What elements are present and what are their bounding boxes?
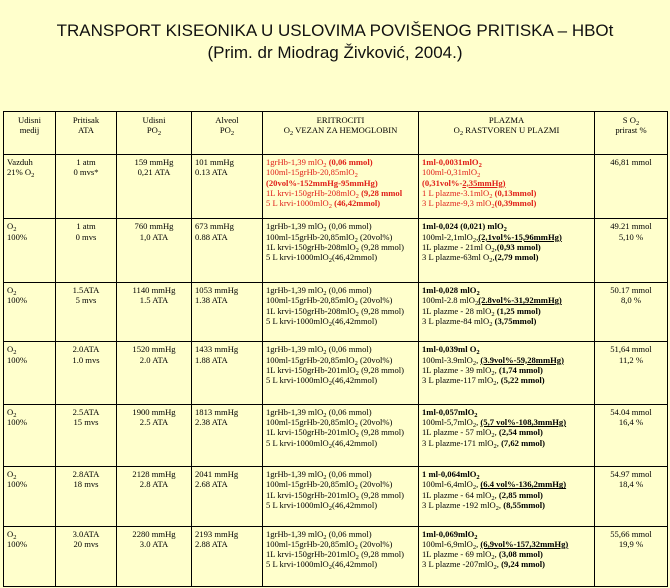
eritrociti-line: 5 L krvi-1000mlO$_2$(46,42mmol) — [266, 437, 378, 450]
eritrociti-line: 1L krvi-150grHb-201mlO$_2$ (9,28 mmol) — [266, 549, 405, 562]
eritrociti-line: 1grHb-1,39 mlO$_2$ (0,06 mmol) — [266, 528, 372, 541]
plazma-line: 1ml-0,069mlO$_2$ — [422, 528, 478, 541]
eritrociti-line: 1L krvi-150grHb-208mlO$_2$ (9,28 mmol) — [266, 305, 405, 318]
cell-pritisak: 2.0ATA 1.0 mvs — [56, 342, 117, 404]
plazma-line: 3 L plazme-9,3 mlO$_2$(0,39mmol) — [422, 198, 537, 211]
cell-plazma — [419, 526, 595, 586]
cell-udisni: 1900 mmHg 2.5 ATA — [117, 404, 192, 466]
plazma-line: 100ml-5,7mlO$_2$, (5,7 vol%-108,3mmHg) — [422, 417, 567, 430]
table-row — [4, 219, 668, 282]
eritrociti-line: 5 L krvi-1000mlO$_2$(46,42mmol) — [266, 252, 378, 265]
header-pritisak: Pritisak ATA — [56, 112, 117, 155]
plazma-line: 1L plazme - 28 mlO$_2$ (1,25 mmol) — [422, 305, 541, 318]
cell-so2: 54.97 mmol 18,4 % — [595, 467, 668, 526]
cell-pritisak: 3.0ATA 20 mvs — [56, 526, 117, 586]
eritrociti-line: 100ml-15grHb-20,85mlO$_2$ (20vol%) — [266, 354, 393, 367]
page-title: TRANSPORT KISEONIKA U USLOVIMA POVIŠENOG PRITISKA – HBOt — [56, 21, 614, 40]
table-row — [4, 342, 668, 404]
cell-so2: 54.04 mmol 16,4 % — [595, 404, 668, 466]
plazma-line: 1 L plazme-3.1mlO$_2$ (0,13mmol) — [422, 187, 537, 200]
cell-udisni: 1140 mmHg 1.5 ATA — [117, 282, 192, 341]
plazma-line: 1ml-0,039ml $O_2$ — [422, 344, 480, 357]
cell-alveol: 673 mmHg 0.88 ATA — [192, 219, 263, 282]
eritrociti-line: 100ml-15grHb-20,85mlO$_2$ (20vol%) — [266, 538, 393, 551]
eritrociti-line: 100ml-15grHb-20,85mlO$_2$ — [266, 167, 358, 180]
cell-udisni: 760 mmHg 1,0 ATA — [117, 219, 192, 282]
plazma-line: 100ml-2.8 mlO$_2$(2.8vol%-31,92mmHg) — [422, 295, 562, 308]
eritrociti-line: 100ml-15grHb-20,85mlO$_2$ (20vol%) — [266, 479, 393, 492]
plazma-line: 3 L plazme-171 mlO$_2$, (7,62 mmol) — [422, 437, 545, 450]
cell-alveol: 2041 mmHg 2.68 ATA — [192, 467, 263, 526]
cell-plazma — [419, 155, 595, 219]
eritrociti-line: 1L krvi-150grHb-208mlO$_2$ (9,28 mmol — [266, 187, 403, 200]
eritrociti-line: 1grHb-1,39 mlO$_2$ (0,06 mmol) — [266, 406, 372, 419]
eritrociti-line: 5 L krvi-1000mlO$_2$(46,42mmol) — [266, 559, 378, 572]
cell-eritrociti — [263, 467, 419, 526]
cell-so2: 46,81 mmol — [595, 155, 668, 219]
cell-medij: $O_2$ 100% — [4, 467, 56, 526]
cell-medij: $O_2$ 100% — [4, 342, 56, 404]
table-row — [4, 467, 668, 526]
eritrociti-line: 1L krvi-150grHb-201mlO$_2$ (9,28 mmol) — [266, 489, 405, 502]
plazma-line: 100ml-6,9mlO$_2$, (6,9vol%-157,32mmHg) — [422, 538, 569, 551]
cell-so2: 49.21 mmol 5,10 % — [595, 219, 668, 282]
table-row — [4, 404, 668, 466]
plazma-line: 3 L plazme-117 mlO$_2$, (5,22 mmol) — [422, 375, 545, 388]
table-header-row — [4, 112, 668, 155]
eritrociti-line: 5 L krvi-1000mlO$_2$(46,42mmol) — [266, 315, 378, 328]
cell-plazma — [419, 404, 595, 466]
cell-pritisak: 1.5ATA 5 mvs — [56, 282, 117, 341]
plazma-line: 1L plazme - 21ml $O_2,(0,93$ mmol) — [422, 242, 541, 255]
eritrociti-line: 1grHb-1,39 mlO$_2$ (0,06 mmol) — [266, 221, 372, 234]
eritrociti-line: (20vol%-152mmHg-95mmHg) — [266, 177, 378, 188]
plazma-line: 1L plazme - 69 mlO$_2$, (3,08 mmol) — [422, 549, 543, 562]
cell-udisni: 159 mmHg 0,21 ATA — [117, 155, 192, 219]
plazma-line: 1ml-0,028 mlO$_2$ — [422, 284, 480, 297]
table-row — [4, 282, 668, 341]
header-udisni-po2: Udisni $PO_2$ — [117, 112, 192, 155]
oxygen-transport-table — [3, 111, 668, 587]
cell-alveol: 2193 mmHg 2.88 ATA — [192, 526, 263, 586]
cell-medij: $O_2$ 100% — [4, 219, 56, 282]
cell-pritisak: 2.8ATA 18 mvs — [56, 467, 117, 526]
plazma-line: (0,31vol%-2,35mmHg) — [422, 177, 506, 188]
eritrociti-line: 1L krvi-150grHb-201mlO$_2$ (9,28 mmol) — [266, 427, 405, 440]
plazma-line: 1ml-0,057mlO$_2$ — [422, 406, 478, 419]
cell-alveol: 1813 mmHg 2.38 ATA — [192, 404, 263, 466]
cell-udisni: 2128 mmHg 2.8 ATA — [117, 467, 192, 526]
cell-so2: 51,64 mmol 11,2 % — [595, 342, 668, 404]
header-plazma: PLAZMA $O_2$ RASTVOREN U PLAZMI — [419, 112, 595, 155]
eritrociti-line: 100ml-15grHb-20,85mlO$_2$ (20vol%) — [266, 295, 393, 308]
plazma-line: 1L plazme - 39 mlO$_2$, (1,74 mmol) — [422, 364, 543, 377]
cell-pritisak: 2.5ATA 15 mvs — [56, 404, 117, 466]
eritrociti-line: 5 L krvi-1000mlO$_2$(46,42mmol) — [266, 375, 378, 388]
plazma-line: 1L plazme - 64 mlO$_2$, (2,85 mmol) — [422, 489, 543, 502]
eritrociti-line: 1grHb-1,39 mlO$_2$ (0,06 mmol) — [266, 157, 373, 169]
header-medij: Udisni medij — [4, 112, 56, 155]
eritrociti-line: 1grHb-1,39 mlO$_2$ (0,06 mmol) — [266, 284, 372, 297]
plazma-line: 100ml-0,31mlO$_2$ — [422, 167, 481, 180]
header-alveol-po2: Alveol $PO_2$ — [192, 112, 263, 155]
cell-eritrociti — [263, 155, 419, 219]
plazma-line: 100ml-3.9mlO$_2$, (3.9vol%-59,28mmHg) — [422, 354, 564, 367]
cell-medij: $O_2$ 100% — [4, 282, 56, 341]
cell-plazma — [419, 282, 595, 341]
plazma-line: 3 L plazme-63ml $O_2,(2,79$ mmol) — [422, 252, 539, 265]
plazma-line: 3 L plazme-84 mlO$_2$ (3,75mmol) — [422, 315, 537, 328]
table-row — [4, 526, 668, 586]
eritrociti-line: 100ml-15grHb-20,85mlO$_2$ (20vol%) — [266, 417, 393, 430]
plazma-line: 3 L plazme -207mlO$_2$, (9,24 mmol) — [422, 559, 545, 572]
header-eritrociti: ERITROCITI $O_2$ VEZAN ZA HEMOGLOBIN — [263, 112, 419, 155]
cell-medij: Vazduh 21% $O_2$ — [4, 155, 56, 219]
cell-alveol: 101 mmHg 0.13 ATA — [192, 155, 263, 219]
cell-alveol: 1433 mmHg 1.88 ATA — [192, 342, 263, 404]
cell-medij: $O_2$ 100% — [4, 404, 56, 466]
cell-pritisak: 1 atm 0 mvs* — [56, 155, 117, 219]
cell-eritrociti — [263, 219, 419, 282]
plazma-line: 100ml-2,1mlO$_2$,(2,1vol%-15,96mmHg) — [422, 231, 562, 244]
cell-so2: 55,66 mmol 19,9 % — [595, 526, 668, 586]
eritrociti-line: 5 L krvi-1000mlO$_2$(46,42mmol) — [266, 500, 378, 513]
eritrociti-line: 1L krvi-150grHb-208mlO$_2$ (9,28 mmol) — [266, 242, 405, 255]
cell-udisni: 1520 mmHg 2.0 ATA — [117, 342, 192, 404]
cell-pritisak: 1 atm 0 mvs — [56, 219, 117, 282]
eritrociti-line: 1grHb-1,39 mlO$_2$ (0,06 mmol) — [266, 344, 372, 357]
eritrociti-line: 100ml-15grHb-20,85mlO$_2$ (20vol%) — [266, 231, 393, 244]
cell-eritrociti — [263, 342, 419, 404]
cell-alveol: 1053 mmHg 1.38 ATA — [192, 282, 263, 341]
cell-eritrociti — [263, 282, 419, 341]
plazma-line: 1ml-0,024 (0,021) mlO$_2$ — [422, 221, 507, 234]
eritrociti-line: 5 L krvi-1000mlO$_2$ (46,42mmol) — [266, 198, 381, 211]
cell-plazma — [419, 467, 595, 526]
plazma-line: 1 ml-0,064mlO$_2$ — [422, 469, 480, 482]
cell-udisni: 2280 mmHg 3.0 ATA — [117, 526, 192, 586]
cell-eritrociti — [263, 526, 419, 586]
plazma-line: 100ml-6,4mlO$_2$, (6.4 vol%-136,2mmHg) — [422, 479, 567, 492]
plazma-line: 3 L plazme -192 mlO$_2$, (8,55mmol) — [422, 500, 545, 513]
cell-plazma — [419, 342, 595, 404]
cell-plazma — [419, 219, 595, 282]
eritrociti-line: 1L krvi-150grHb-201mlO$_2$ (9,28 mmol) — [266, 364, 405, 377]
cell-eritrociti — [263, 404, 419, 466]
cell-medij: $O_2$ 100% — [4, 526, 56, 586]
plazma-line: 1ml-0,0031mlO$_2$ — [422, 157, 482, 169]
page-subtitle: (Prim. dr Miodrag Živković, 2004.) — [207, 43, 463, 62]
header-so2: S $O_2$ prirast % — [595, 112, 668, 155]
plazma-line: 1L plazme - 57 mlO$_2$, (2,54 mmol) — [422, 427, 543, 440]
cell-so2: 50.17 mmol 8,0 % — [595, 282, 668, 341]
table-row — [4, 155, 668, 219]
eritrociti-line: 1grHb-1,39 mlO$_2$ (0,06 mmol) — [266, 469, 372, 482]
